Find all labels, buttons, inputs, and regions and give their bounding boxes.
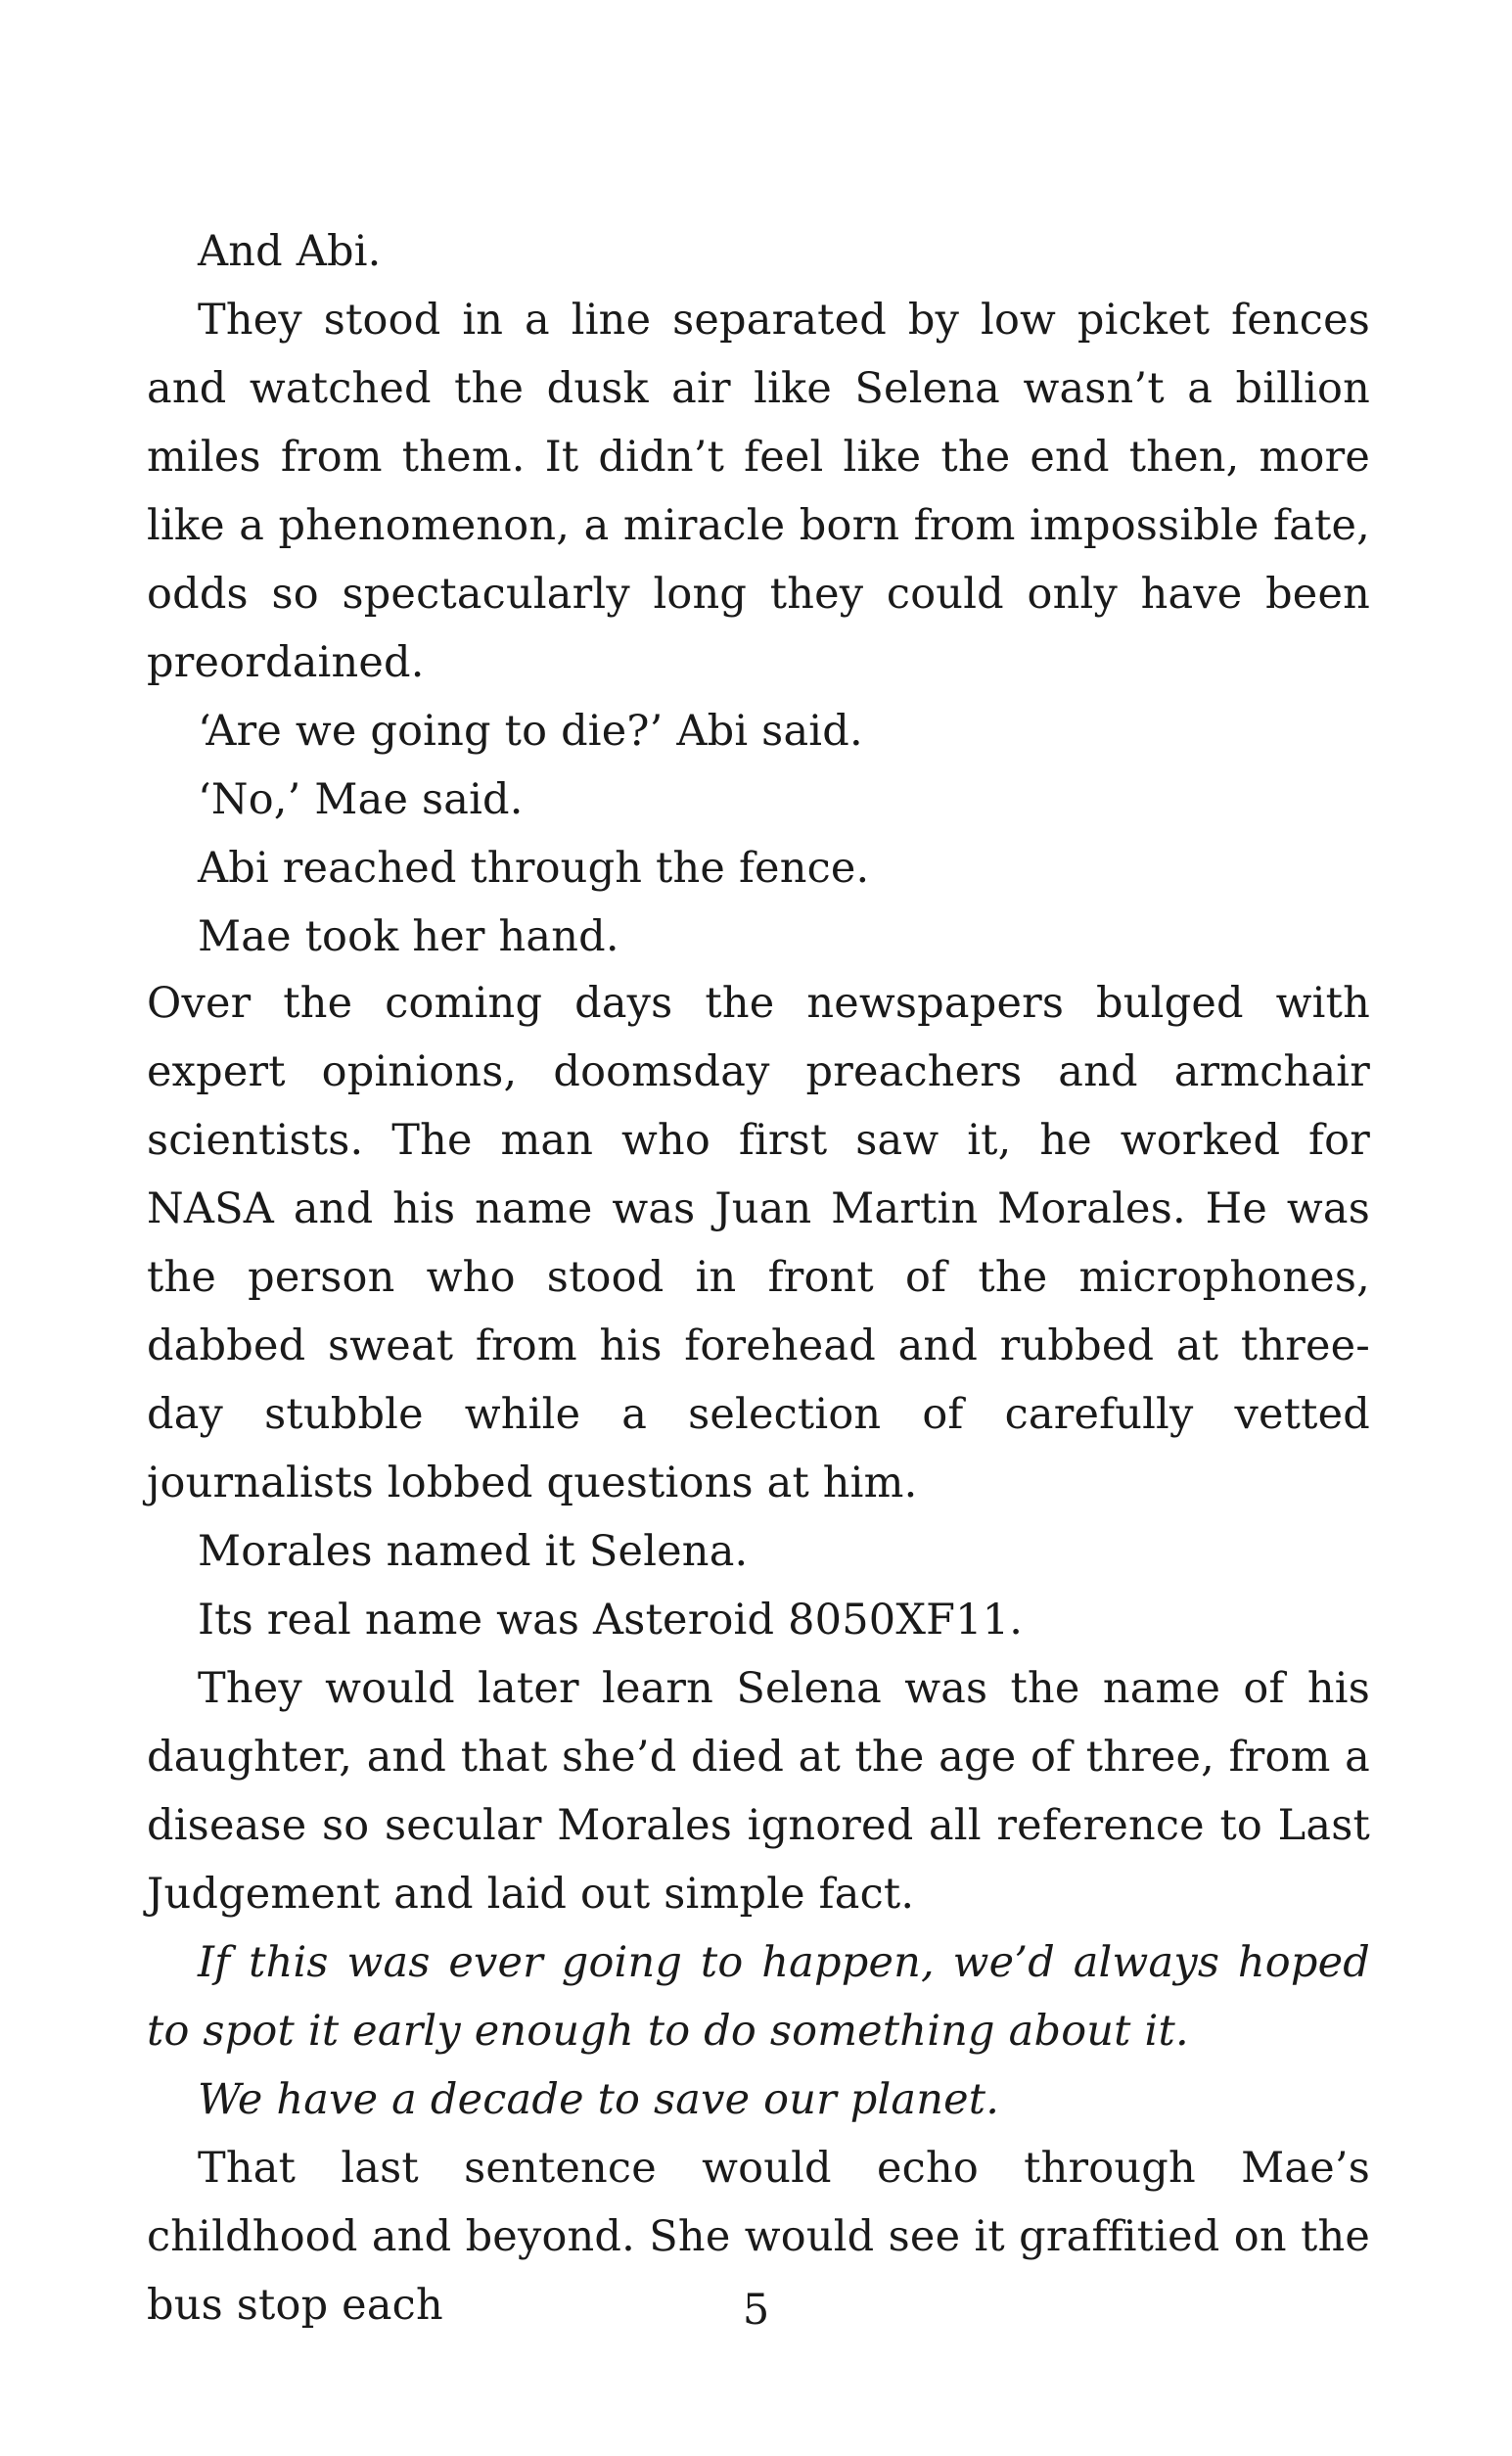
italic-quote: We have a decade to save our planet. [198, 2075, 1000, 2124]
paragraph: Its real name was Asteroid 8050XF11. [198, 1596, 1024, 1645]
paragraph: Morales named it Selena. [198, 1527, 749, 1576]
paragraph: They stood in a line separated by low picket fences and watched the dusk air like Selena wasn’t a billion miles from them. It didn’t feel like the end then, more like a phenomenon, a miracle born from impossible fate, odds so spectacularly long they could only have been preordained. [147, 296, 1370, 687]
paragraph: That last sentence would echo through Mae’s childhood and beyond. She would see it graffitied on the bus stop each [147, 2144, 1370, 2330]
paragraph: And Abi. [198, 227, 382, 276]
section-two [147, 969, 1370, 2340]
dialogue-line: ‘No,’ Mae said. [198, 775, 524, 824]
paragraph: Abi reached through the fence. [198, 844, 870, 893]
paragraph: Mae took her hand. [198, 912, 619, 961]
paragraph: Over the coming days the newspapers bulged with expert opinions, doomsday preachers and armchair scientists. The man who first saw it, he worked for NASA and his name was Juan Martin Morales. He was the person who stood in front of the microphones, dabbed sweat from his forehead and rubbed at three-day stubble while a selection of carefully vetted journalists lobbed questions at him. [147, 979, 1370, 1507]
section-one [147, 217, 1370, 971]
italic-quote: If this was ever going to happen, we’d always hoped to spot it early enough to do something about it. [147, 1938, 1370, 2056]
dialogue-line: ‘Are we going to die?’ Abi said. [198, 707, 863, 756]
paragraph: They would later learn Selena was the name of his daughter, and that she’d died at the age of three, from a disease so secular Morales ignored all reference to Last Judgement and laid out simple fact. [147, 1664, 1370, 1919]
page-number: 5 [742, 2286, 770, 2335]
